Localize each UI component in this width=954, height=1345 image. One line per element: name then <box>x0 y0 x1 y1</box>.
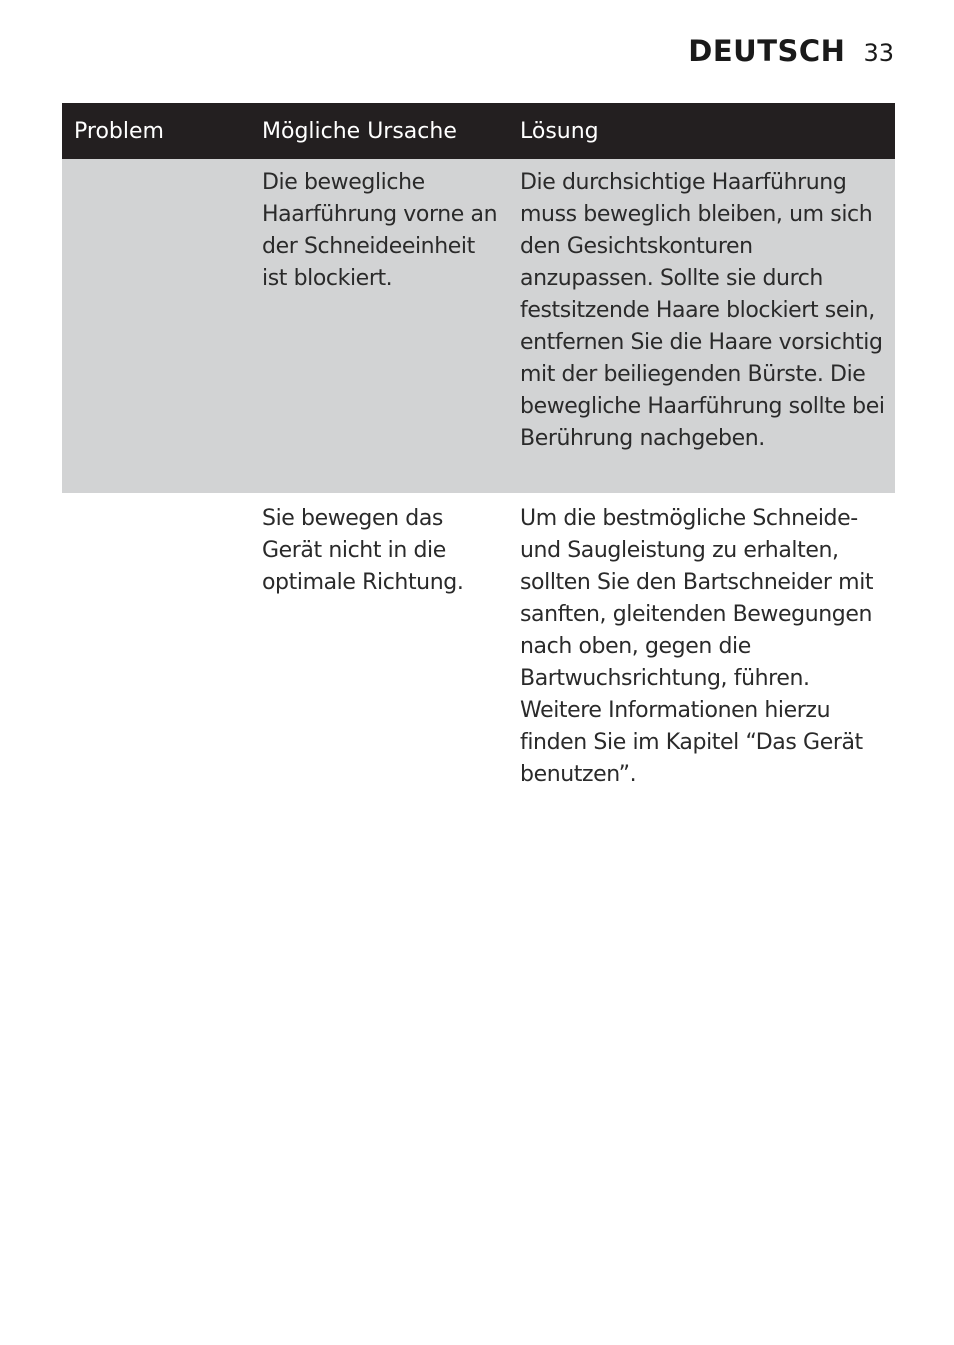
column-header-problem: Problem <box>74 118 164 144</box>
cell-problem <box>62 159 250 493</box>
cell-solution: Um die bestmögliche Schneide- und Saugleistung zu erhalten, sollten Sie den Bartschneider mit sanften, gleitenden Bewegungen nach oben, gegen die Bartwuchsrichtung, führen. Weitere Informationen hierzu finden Sie im Kapitel “Das Gerät benutzen”. <box>520 506 874 787</box>
table-header-row <box>62 103 895 159</box>
column-header-cause: Mögliche Ursache <box>262 118 457 144</box>
cell-cause: Die bewegliche Haarführung vorne an der Schneideeinheit ist blockiert. <box>262 170 498 291</box>
column-header-solution: Lösung <box>520 118 599 144</box>
page-header <box>688 34 894 68</box>
section-title: DEUTSCH <box>688 34 846 68</box>
cell-problem <box>62 493 250 791</box>
cell-cause: Sie bewegen das Gerät nicht in die optimale Richtung. <box>262 506 464 595</box>
troubleshooting-table <box>62 103 895 791</box>
table-row <box>62 493 895 791</box>
page-number: 33 <box>863 39 894 67</box>
table-row <box>62 159 895 493</box>
cell-solution: Die durchsichtige Haarführung muss beweglich bleiben, um sich den Gesichtskonturen anzupassen. Sollte sie durch festsitzende Haare blockiert sein, entfernen Sie die Haare vorsichtig mit der beiliegenden Bürste. Die bewegliche Haarführung sollte bei Berührung nachgeben. <box>520 170 885 451</box>
